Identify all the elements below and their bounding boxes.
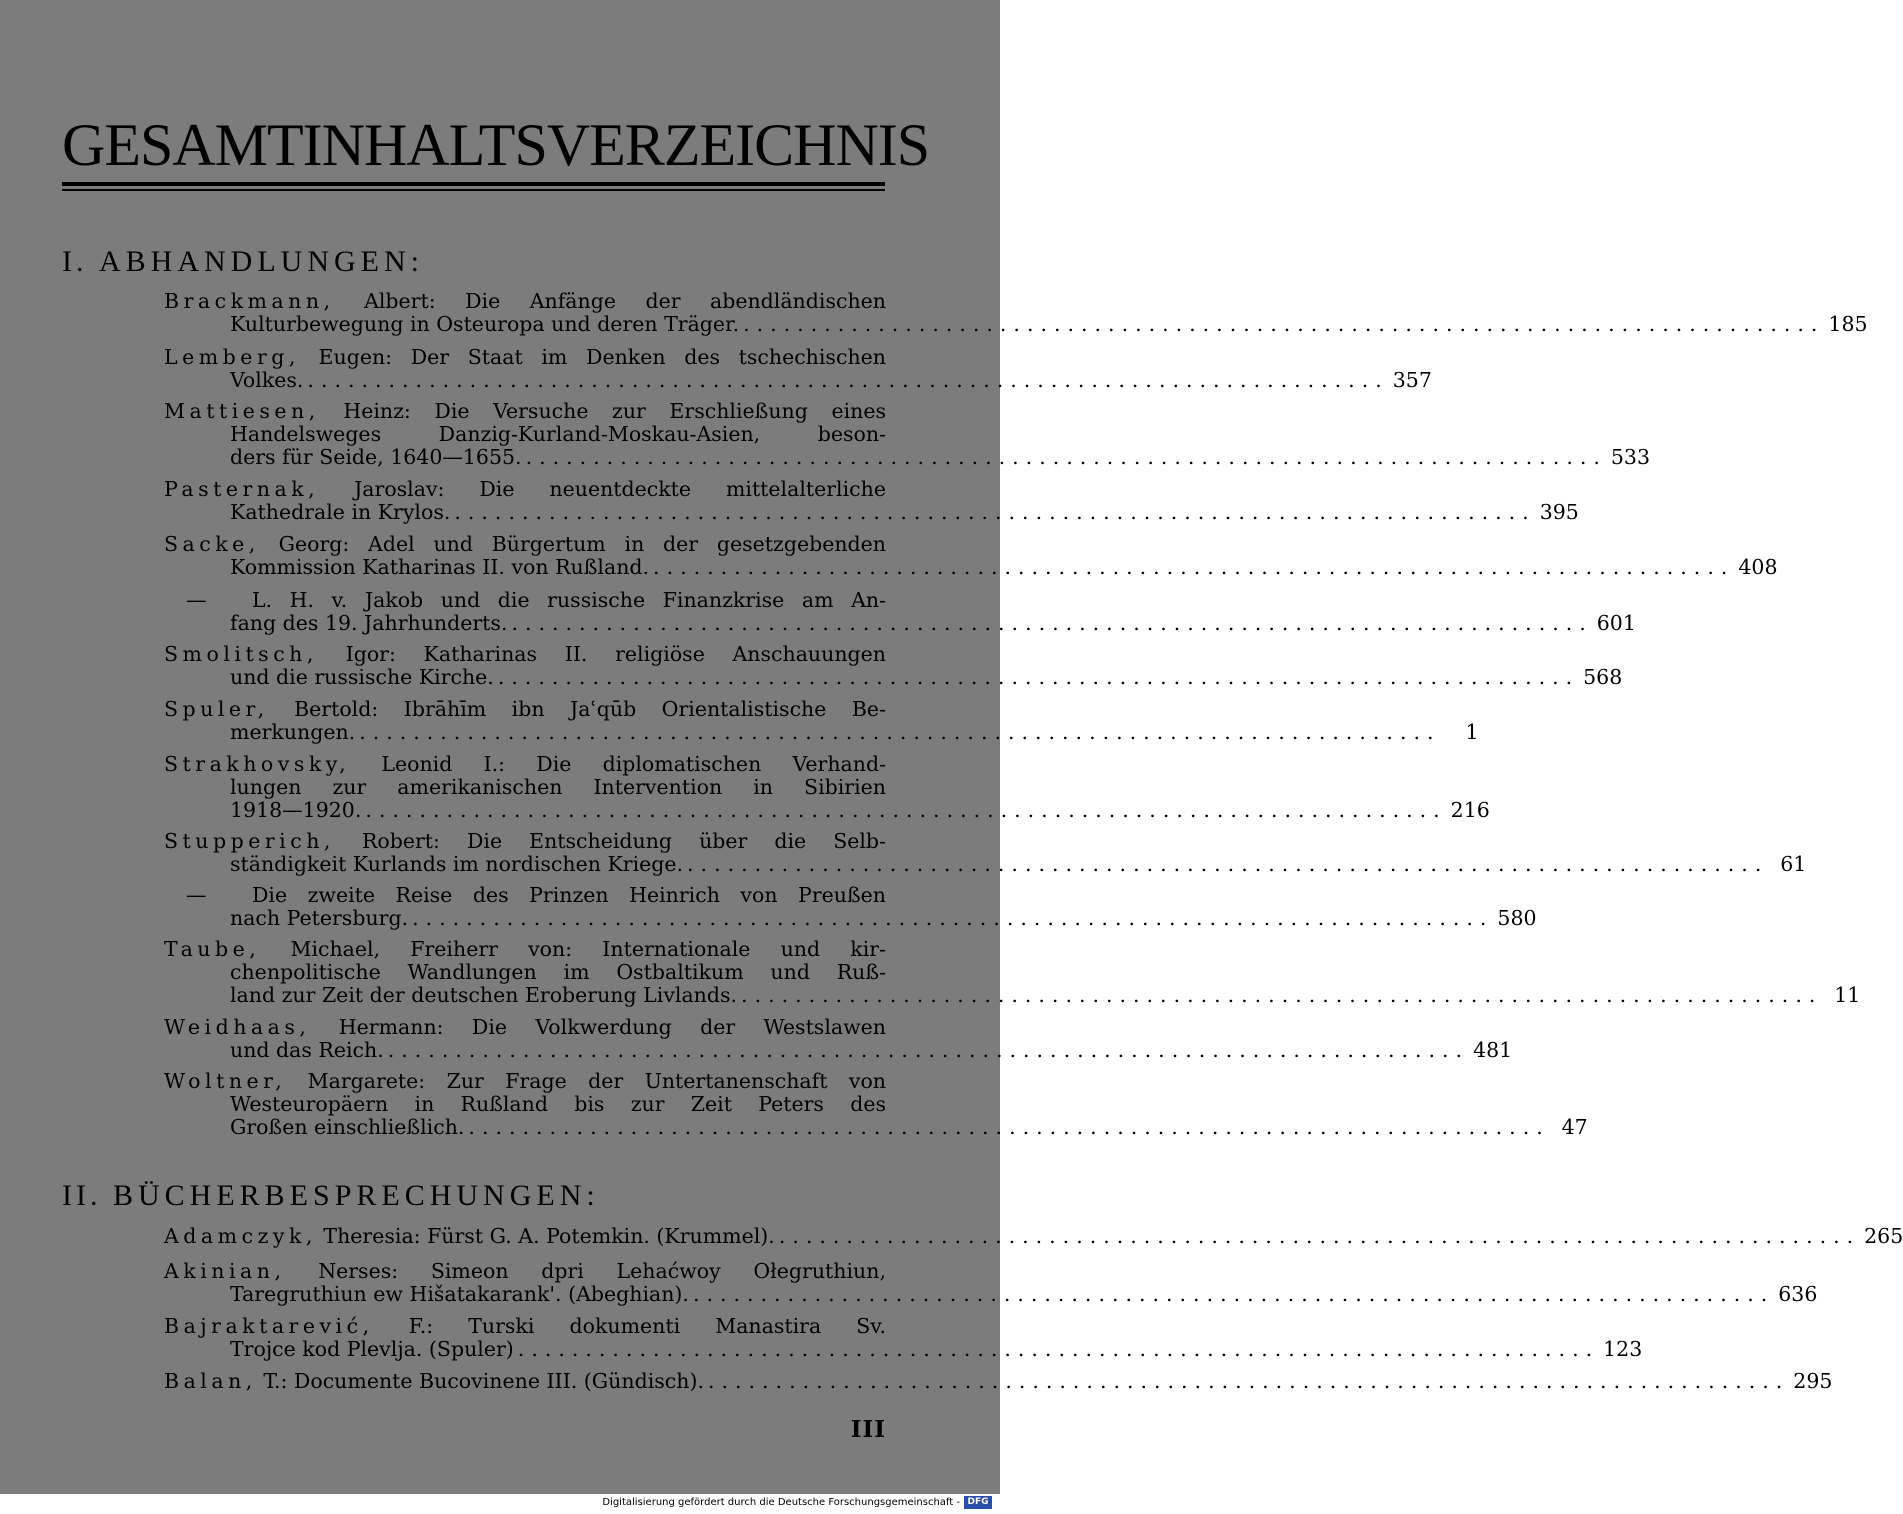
entry-text-wrap [230, 556, 649, 579]
entry-line [164, 776, 886, 799]
toc-entry [164, 1369, 1833, 1393]
entry-text: Trojce kod Plevlja. (Spuler) [230, 1337, 514, 1361]
entry-line [164, 961, 886, 984]
entry-author: Lemberg, [164, 345, 300, 369]
entry-text: und die russische Kirche. [230, 665, 494, 689]
entry-text: Georg: Adel und Bürgertum in der gesetzgebenden [278, 532, 886, 556]
toc-entry [164, 345, 1432, 392]
leader-dots: ................................................................................ [387, 1038, 1470, 1062]
toc-entry [164, 1224, 1903, 1248]
toc-entry [164, 883, 1537, 930]
entry-last-line [164, 1115, 1588, 1139]
leader-dots: ................................................................................ [454, 500, 1536, 524]
entry-text: Großen einschließlich. [230, 1115, 465, 1139]
entry-text: T.: Documente Bucovinene III. (Gündisch). [263, 1369, 704, 1393]
entry-page-number: 533 [1610, 445, 1651, 469]
entry-line [164, 533, 886, 556]
entry-text: Heinz: Die Versuche zur Erschließung eines [343, 399, 886, 423]
entry-author: Akinian, [164, 1259, 286, 1283]
toc-entry [164, 697, 1479, 744]
entry-page-number: 481 [1473, 1038, 1513, 1062]
entry-text: ständigkeit Kurlands im nordischen Kriege. [230, 852, 684, 876]
digitization-footer [0, 1494, 1000, 1514]
entry-text-wrap [230, 853, 683, 876]
entry-line [164, 423, 886, 446]
entry-last-line [164, 1337, 1643, 1361]
entry-last-line [164, 500, 1579, 524]
section-heading-buecherbesprechungen [62, 1178, 600, 1214]
leader-dots: ................................................................................ [412, 906, 1494, 930]
entry-text: Taregruthiun ew Hišatakarank'. (Abeghian). [230, 1282, 689, 1306]
entry-text: fang des 19. Jahrhunderts. [230, 611, 508, 635]
entry-text: Robert: Die Entscheidung über die Selb- [361, 829, 886, 853]
toc-entry [164, 289, 1868, 336]
entry-line [164, 1093, 886, 1116]
entry-line [164, 478, 886, 501]
entry-text: Die zweite Reise des Prinzen Heinrich von Preußen [252, 883, 886, 907]
entry-text: Kulturbewegung in Osteuropa und deren Träger. [230, 312, 740, 336]
entry-page-number: 216 [1450, 798, 1490, 822]
leader-dots: ................................................................................ [511, 611, 1593, 635]
entry-text: 1918—1920. [230, 798, 362, 822]
entry-line [164, 1070, 886, 1093]
leader-dots: ................................................................................ [743, 312, 1825, 336]
ditto-dash: — [186, 883, 207, 907]
entry-text: Margarete: Zur Frage der Untertanenschaft von [307, 1069, 886, 1093]
ditto-dash: — [186, 588, 207, 612]
entry-text-wrap [230, 612, 507, 635]
entry-text-wrap [230, 799, 361, 822]
toc-entry [164, 937, 1861, 1007]
entry-line [164, 698, 886, 721]
entry-text-wrap [230, 369, 303, 392]
entry-text-wrap [230, 666, 494, 689]
leader-dots: ................................................................................ [692, 1282, 1775, 1306]
entry-author: Brackmann, [164, 289, 335, 313]
leader-dots: ................................................................................ [497, 665, 1580, 689]
leader-dots: ................................................................................ [365, 798, 1447, 822]
title-rule-thick [62, 182, 885, 186]
entry-author: Woltner, [164, 1069, 287, 1093]
toc-entry [164, 477, 1579, 524]
entry-line [164, 1315, 886, 1338]
leader-dots: ................................................................................ [653, 555, 1735, 579]
entry-text: Jaroslav: Die neuentdeckte mittelalterliche [354, 477, 886, 501]
entry-author: Stupperich, [164, 829, 335, 853]
entry-line [164, 643, 886, 666]
entry-author: Taube, [164, 937, 261, 961]
entry-page-number: 601 [1596, 611, 1636, 635]
entry-text: land zur Zeit der deutschen Eroberung Livlands. [230, 983, 738, 1007]
entry-page-number: 61 [1780, 852, 1807, 876]
entry-line [164, 938, 886, 961]
entry-text-wrap [230, 721, 355, 744]
entry-line [164, 589, 886, 612]
entry-text: Volkes. [230, 368, 304, 392]
entry-author: Weidhaas, [164, 1015, 311, 1039]
toc-entry [164, 752, 1490, 822]
entry-page-number: 580 [1497, 906, 1537, 930]
entry-text-wrap [230, 313, 739, 336]
leader-dots: ................................................................................ [525, 445, 1607, 469]
entry-text: merkungen. [230, 720, 356, 744]
entry-page-number: 1 [1465, 720, 1479, 744]
entry-last-line [164, 555, 1778, 579]
entry-last-line [164, 1224, 1903, 1248]
section-number: I. [62, 245, 88, 278]
entry-text: Handelsweges Danzig-Kurland-Moskau-Asien, beson- [230, 422, 886, 446]
entry-line [164, 830, 886, 853]
entry-text-wrap [230, 1283, 689, 1306]
entry-line [164, 346, 886, 369]
entry-last-line [164, 720, 1479, 744]
entry-text: Leonid I.: Die diplomatischen Verhand- [381, 752, 886, 776]
entry-page-number: 295 [1793, 1369, 1833, 1393]
entry-text-wrap [230, 446, 522, 469]
toc-entry [164, 399, 1651, 469]
leader-dots: ................................................................................ [741, 983, 1823, 1007]
entry-text: und das Reich. [230, 1038, 384, 1062]
entry-text-wrap [164, 1370, 704, 1393]
entry-last-line [164, 852, 1807, 876]
entry-text: Kathedrale in Krylos. [230, 500, 451, 524]
leader-dots: ................................................................................ [517, 1337, 1600, 1361]
entry-last-line [164, 983, 1861, 1007]
entry-last-line [164, 1038, 1513, 1062]
entry-author: Strakhovsky, [164, 752, 351, 776]
entry-last-line [164, 312, 1868, 336]
entry-line [164, 290, 886, 313]
entry-text-wrap [230, 907, 408, 930]
toc-entry [164, 1015, 1513, 1062]
entry-last-line [164, 1369, 1833, 1393]
entry-line [164, 884, 886, 907]
entry-text: F.: Turski dokumenti Manastira Sv. [408, 1314, 886, 1338]
entry-author: Pasternak, [164, 477, 320, 501]
footer-credit: Digitalisierung gefördert durch die Deutsche Forschungsgemeinschaft - [602, 1497, 960, 1508]
entry-page-number: 636 [1778, 1282, 1818, 1306]
entry-page-number: 185 [1828, 312, 1868, 336]
page-title: GESAMTINHALTSVERZEICHNIS [62, 112, 930, 178]
entry-page-number: 357 [1392, 368, 1432, 392]
entry-text: Kommission Katharinas II. von Rußland. [230, 555, 650, 579]
entry-author: Spuler, [164, 697, 269, 721]
entry-text-wrap [230, 1116, 464, 1139]
entry-text: Nerses: Simeon dpri Lehaćwoy Ołegruthiun, [318, 1259, 886, 1283]
entry-author: Smolitsch, [164, 642, 318, 666]
entry-page-number: 265 [1864, 1224, 1903, 1248]
leader-dots: ................................................................................ [687, 852, 1769, 876]
entry-text-wrap [230, 501, 450, 524]
entry-text: Theresia: Fürst G. A. Potemkin. (Krummel). [323, 1224, 775, 1248]
entry-text-wrap [230, 1039, 384, 1062]
section-heading-abhandlungen [62, 244, 424, 280]
entry-text: L. H. v. Jakob und die russische Finanzkrise am An- [252, 588, 886, 612]
entry-text: chenpolitische Wandlungen im Ostbaltikum und Ruß- [230, 960, 886, 984]
entry-page-number: 123 [1603, 1337, 1643, 1361]
entry-text: Albert: Die Anfänge der abendländischen [364, 289, 886, 313]
entry-last-line [164, 665, 1623, 689]
page-number: III [850, 1416, 886, 1443]
entry-last-line [164, 1282, 1818, 1306]
entry-text: Michael, Freiherr von: Internationale und kir- [290, 937, 886, 961]
entry-author: Adamczyk, [164, 1224, 317, 1248]
section-number: II. [62, 1179, 102, 1212]
entry-line [164, 753, 886, 776]
entry-page-number: 47 [1561, 1115, 1588, 1139]
entry-text: Eugen: Der Staat im Denken des tschechischen [318, 345, 886, 369]
entry-text-wrap [164, 1225, 775, 1248]
leader-dots: ................................................................................ [778, 1224, 1861, 1248]
entry-line [164, 1016, 886, 1039]
entry-text-wrap [230, 984, 737, 1007]
entry-last-line [164, 906, 1537, 930]
entry-page-number: 395 [1539, 500, 1579, 524]
toc-entry [164, 532, 1778, 579]
leader-dots: ................................................................................ [468, 1115, 1550, 1139]
toc-entry [164, 1069, 1588, 1139]
entry-text-wrap [230, 1338, 514, 1361]
leader-dots: ................................................................................ [707, 1369, 1790, 1393]
entry-line [164, 1260, 886, 1283]
toc-entry [164, 829, 1807, 876]
toc-entry [164, 1314, 1643, 1361]
entry-text: Bertold: Ibrāhīm ibn Jaʿqūb Orientalistische Be- [294, 697, 886, 721]
entry-page-number: 568 [1583, 665, 1623, 689]
entry-last-line [164, 445, 1651, 469]
entry-text: ders für Seide, 1640—1655. [230, 445, 522, 469]
entry-author: Mattiesen, [164, 399, 320, 423]
entry-page-number: 408 [1738, 555, 1778, 579]
section-label: BÜCHERBESPRECHUNGEN: [112, 1179, 600, 1212]
toc-entry [164, 642, 1623, 689]
toc-entry [164, 1259, 1818, 1306]
section-label: ABHANDLUNGEN: [99, 245, 424, 278]
entry-page-number: 11 [1834, 983, 1861, 1007]
entry-text: nach Petersburg. [230, 906, 409, 930]
entry-author: Sacke, [164, 532, 260, 556]
entry-text: lungen zur amerikanischen Intervention in Sibirien [230, 775, 886, 799]
title-rule-thin [62, 189, 885, 191]
entry-last-line [164, 368, 1432, 392]
entry-author: Bajraktarević, [164, 1314, 374, 1338]
entry-text: Igor: Katharinas II. religiöse Anschauungen [345, 642, 886, 666]
entry-last-line [164, 611, 1636, 635]
toc-entry [164, 588, 1636, 635]
entry-line [164, 400, 886, 423]
dfg-logo: DFG [964, 1496, 992, 1509]
entry-last-line [164, 798, 1490, 822]
entry-text: Hermann: Die Volkwerdung der Westslawen [338, 1015, 886, 1039]
leader-dots: ................................................................................ [359, 720, 1441, 744]
leader-dots: ................................................................................ [307, 368, 1389, 392]
entry-author: Balan, [164, 1369, 257, 1393]
entry-text: Westeuropäern in Rußland bis zur Zeit Peters des [230, 1092, 886, 1116]
